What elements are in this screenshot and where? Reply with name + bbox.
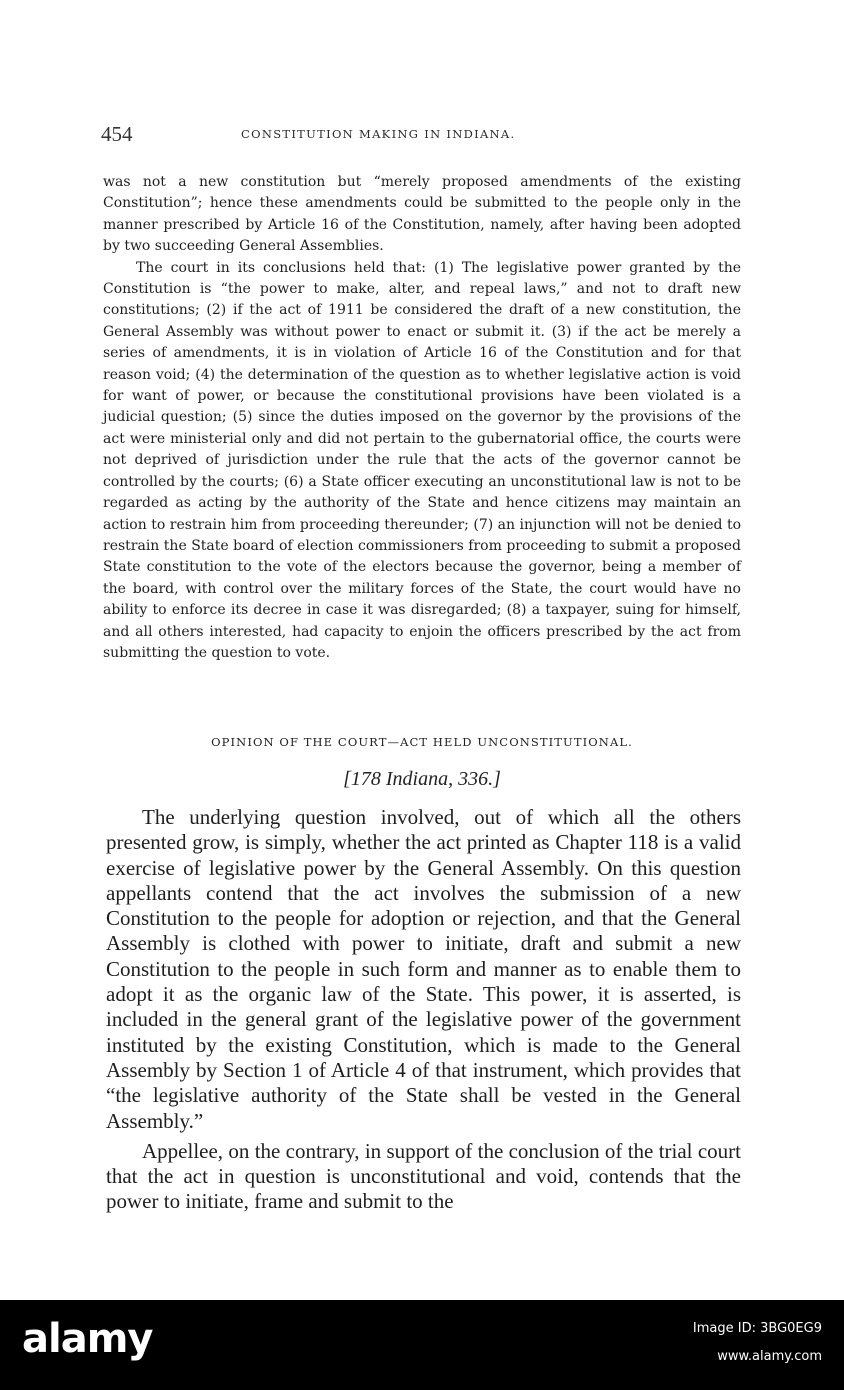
alamy-logo: alamy xyxy=(22,1316,153,1362)
section-heading: OPINION OF THE COURT—ACT HELD UNCONSTITUTIONAL. xyxy=(211,735,633,749)
opinion-paragraph: The underlying question involved, out of which all the others presented grow, is simply, whether the act printed as Chapter 118 is a valid exercise of legislative power by the General Assembly. On this question appellants contend that the act involves the submission of a new Constitution to the people for adoption or rejection, and that the General Assembly is clothed with power to initiate, draft and submit a new Constitution to the people in such form and manner as to enable them to adopt it as the organic law of the State. This power, it is asserted, is included in the general grant of the legislative power of the government instituted by the existing Constitution, which is made to the General Assembly by Section 1 of Article 4 of that instrument, which provides that “the legislative authority of the State shall be vested in the General Assembly.” xyxy=(106,805,741,1133)
running-head: CONSTITUTION MAKING IN INDIANA. xyxy=(241,127,516,141)
page-header xyxy=(101,122,741,148)
page-number: 454 xyxy=(101,122,133,146)
case-citation: [178 Indiana, 336.] xyxy=(343,768,501,790)
site-url: www.alamy.com xyxy=(717,1349,822,1364)
court-opinion xyxy=(106,805,741,1220)
image-id: Image ID: 3BG0EG9 xyxy=(692,1321,822,1336)
opinion-paragraph: Appellee, on the contrary, in support of the conclusion of the trial court that the act in question is unconstitutional and void, contends that the power to initiate, frame and submit to the xyxy=(106,1138,741,1214)
case-summary xyxy=(103,172,741,664)
summary-paragraph: was not a new constitution but “merely proposed amendments of the existing Constitution”; hence these amendments could be submitted to the people only in the manner prescribed by Article 16 of the Constitution, namely, after having been adopted by two succeeding General Assemblies. xyxy=(103,174,741,255)
summary-paragraph: The court in its conclusions held that: (1) The legislative power granted by the Constitution is “the power to make, alter, and repeal laws,” and not to draft new constitutions; (2) if the act of 1911 be considered the draft of a new constitution, the General Assembly was without power to enact or submit it. (3) if the act be merely a series of amendments, it is in violation of Article 16 of the Constitution and for that reason void; (4) the determination of the question as to whether legislative action is void for want of power, or because the constitutional provisions have been violated is a judicial question; (5) since the duties imposed on the governor by the provisions of the act were ministerial only and did not pertain to the gubernatorial office, the courts were not deprived of jurisdiction under the rule that the acts of the governor cannot be controlled by the courts; (6) a State officer executing an unconstitutional law is not to be regarded as acting by the authority of the State and hence citizens may maintain an action to restrain him from proceeding thereunder; (7) an injunction will not be denied to restrain the State board of election commissioners from proceeding to submit a proposed State constitution to the vote of the electors because the governor, being a member of the board, with control over the military forces of the State, the court would have no ability to enforce its decree in case it was disregarded; (8) a taxpayer, suing for himself, and all others interested, had capacity to enjoin the officers prescribed by the act from submitting the question to vote. xyxy=(103,259,741,661)
